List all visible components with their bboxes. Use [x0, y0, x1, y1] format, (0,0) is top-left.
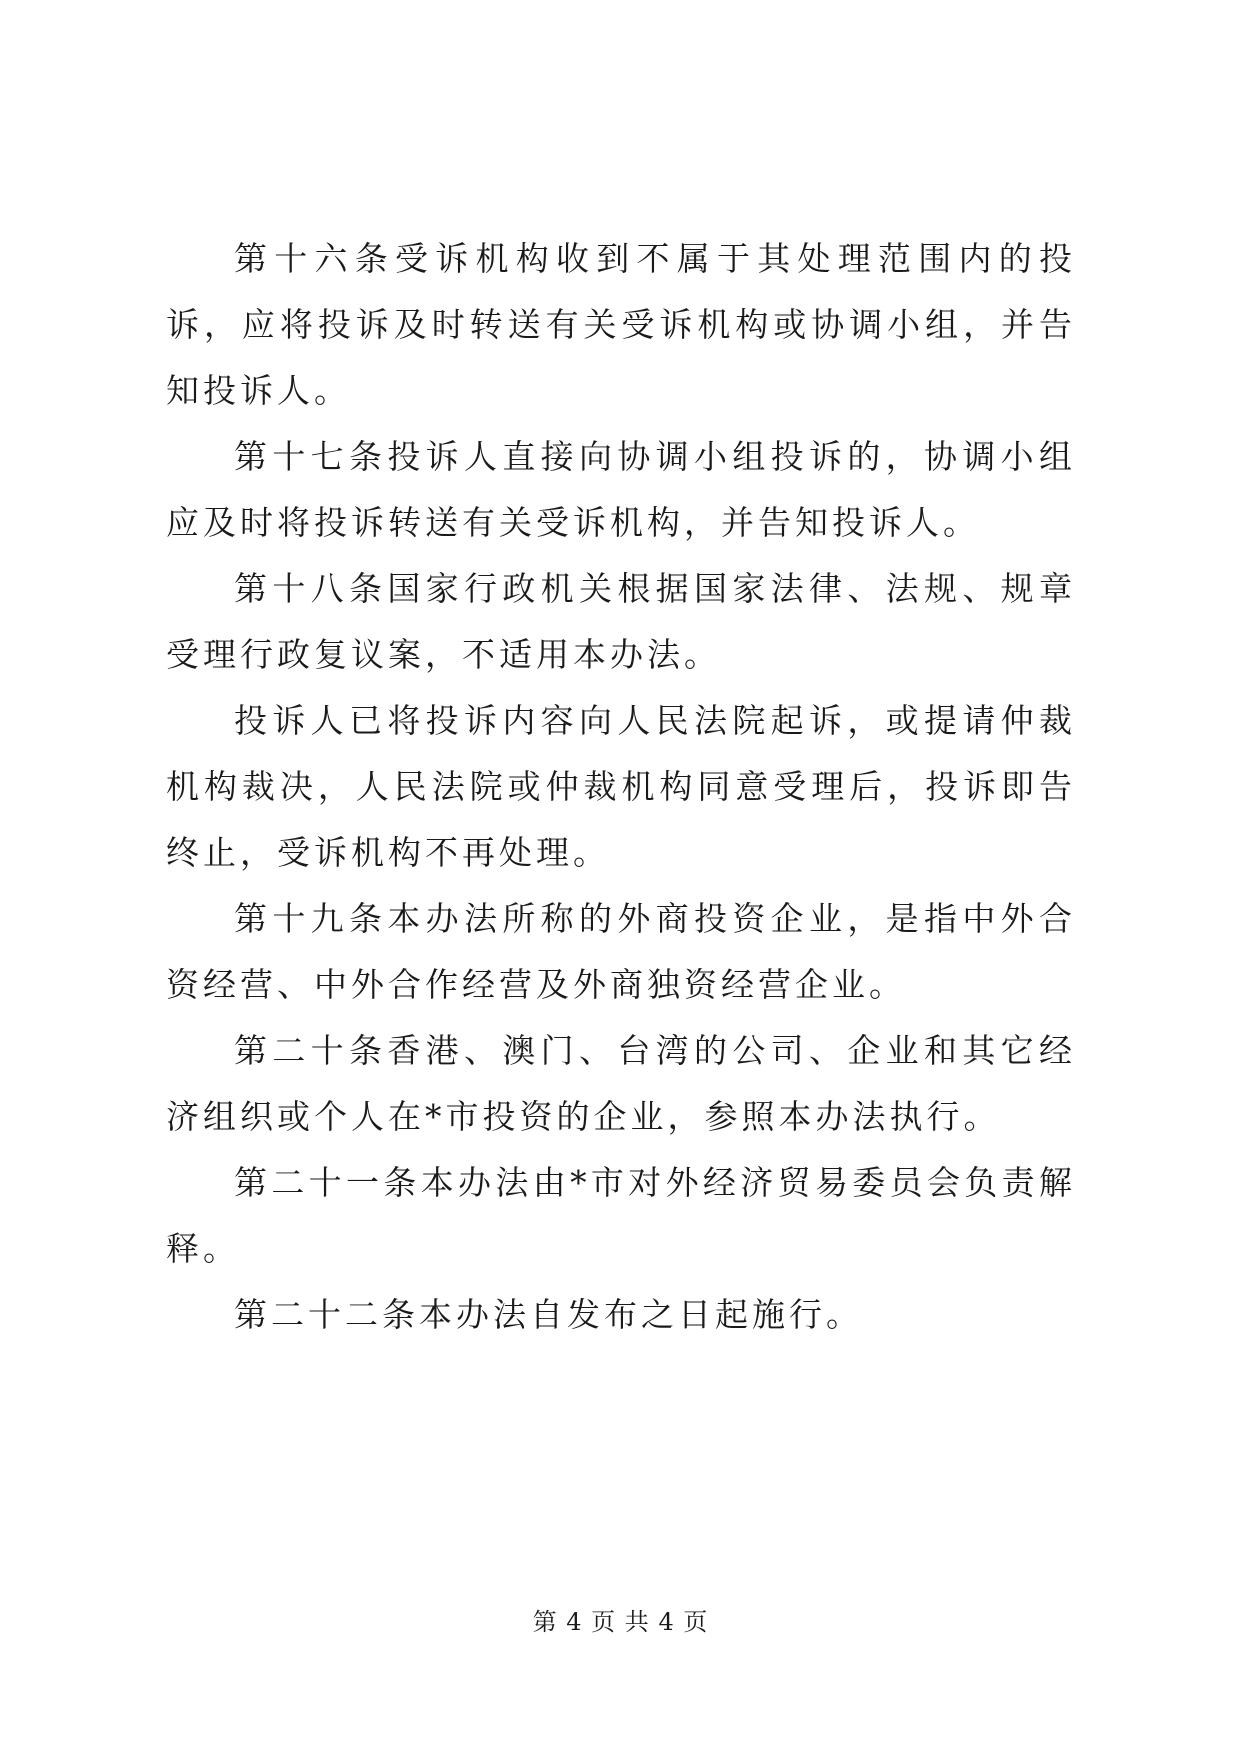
paragraph-article-21: 第二十一条本办法由*市对外经济贸易委员会负责解释。: [166, 1163, 1076, 1268]
paragraph-article-19: 第十九条本办法所称的外商投资企业，是指中外合资经营、中外合作经营及外商独资经营企业。: [166, 899, 1076, 1004]
page-number: 第 4 页 共 4 页: [532, 1608, 709, 1636]
paragraph-article-17: 第十七条投诉人直接向协调小组投诉的，协调小组应及时将投诉转送有关受诉机构，并告知投诉人。: [166, 437, 1076, 542]
paragraph-article-18-supplement: 投诉人已将投诉内容向人民法院起诉，或提请仲裁机构裁决，人民法院或仲裁机构同意受理后，投诉即告终止，受诉机构不再处理。: [166, 701, 1076, 872]
paragraph-article-16: 第十六条受诉机构收到不属于其处理范围内的投诉，应将投诉及时转送有关受诉机构或协调小组，并告知投诉人。: [166, 239, 1076, 410]
paragraph-article-18: 第十八条国家行政机关根据国家法律、法规、规章受理行政复议案，不适用本办法。: [166, 569, 1076, 674]
paragraph-article-20: 第二十条香港、澳门、台湾的公司、企业和其它经济组织或个人在*市投资的企业，参照本办法执行。: [166, 1031, 1076, 1136]
page-footer: [0, 1606, 1241, 1638]
paragraph-article-22: 第二十二条本办法自发布之日起施行。: [234, 1295, 863, 1334]
document-body: [166, 226, 1076, 1348]
